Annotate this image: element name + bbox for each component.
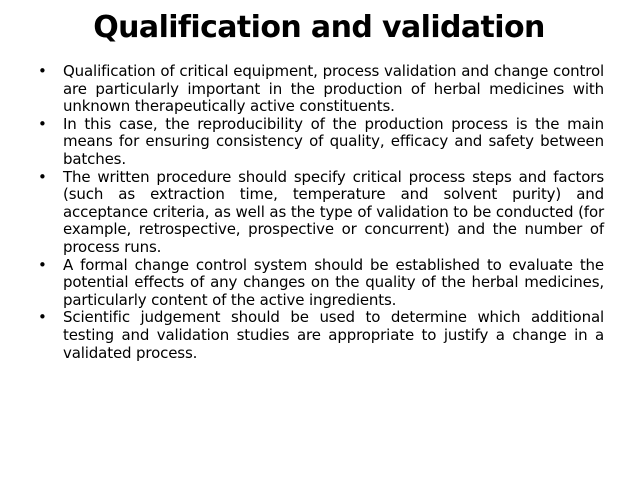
bullet-icon: • xyxy=(38,62,47,80)
bullet-icon: • xyxy=(38,114,47,133)
slide-title: Qualification and validation xyxy=(93,10,545,45)
bullet-item xyxy=(38,63,604,116)
bullet-icon: • xyxy=(38,167,47,186)
bullet-icon: • xyxy=(38,255,47,274)
bullet-text: In this case, the reproducibility of the production process is the main means for ensuring consistency of quality, efficacy and safety between batches. xyxy=(63,114,604,168)
bullet-item xyxy=(38,309,604,362)
bullet-text: Qualification of critical equipment, process validation and change control are particularly important in the production of herbal medicines with unknown therapeutically active constituents. xyxy=(63,62,604,116)
bullet-text: Scientific judgement should be used to determine which additional testing and validation studies are appropriate to justify a change in a validated process. xyxy=(63,308,604,362)
bullet-icon: • xyxy=(38,308,47,327)
bullet-text: The written procedure should specify critical process steps and factors (such as extraction time, temperature and solvent purity) and acceptance criteria, as well as the type of validation to be conducted (for example, retrospective, prospective or concurrent) and the number of process runs. xyxy=(63,167,604,256)
bullet-item xyxy=(38,257,604,310)
bullet-item xyxy=(38,116,604,169)
bullet-item xyxy=(38,169,604,257)
bullet-list xyxy=(38,63,604,362)
bullet-text: A formal change control system should be established to evaluate the potential effects of any changes on the quality of the herbal medicines, particularly content of the active ingredients. xyxy=(63,255,604,309)
